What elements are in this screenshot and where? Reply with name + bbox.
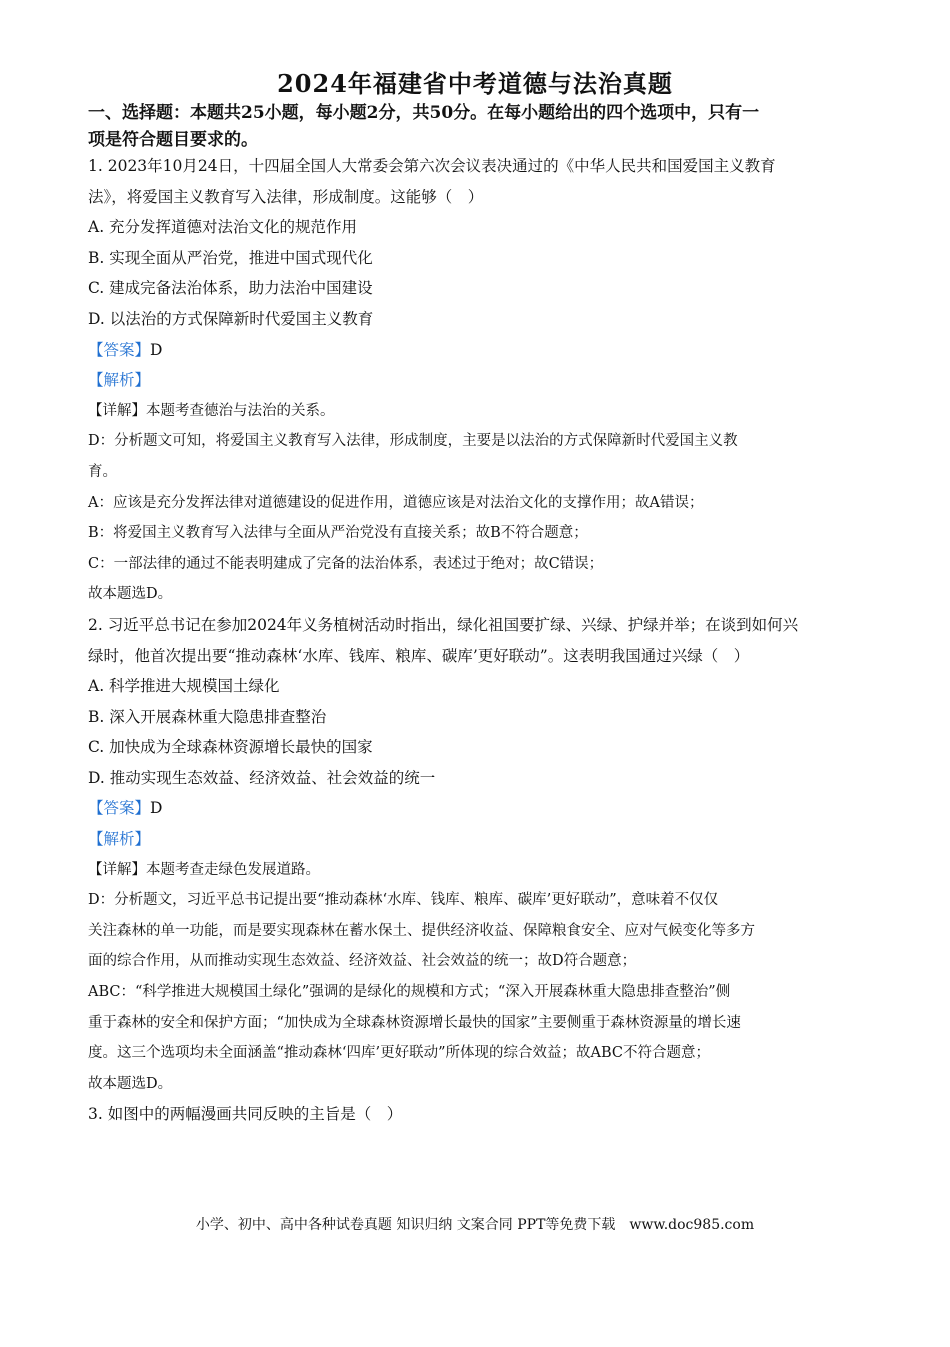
answer-label: 【答案】 — [88, 799, 151, 818]
section-heading — [88, 100, 866, 154]
detail-line: B：将爱国主义教育写入法律与全面从严治党没有直接关系；故B不符合题意； — [88, 525, 588, 542]
question-stem-line: 1. 2023年10月24日，十四届全国人大常委会第六次会议表决通过的《中华人民共和国爱国主义教育 — [88, 157, 776, 175]
detail-line: 【详解】本题考查走绿色发展道路。 — [88, 861, 320, 878]
section-heading-line: 一、选择题：本题共25小题，每小题2分，共50分。在每小题给出的四个选项中，只有一 — [88, 103, 760, 123]
question-stem-line: 法》，将爱国主义教育写入法律，形成制度。这能够（ ） — [88, 187, 484, 206]
detail-line: 故本题选D。 — [88, 1075, 173, 1092]
page-footer: 小学、初中、高中各种试卷真题 知识归纳 文案合同 PPT等免费下载 www.doc985.com — [195, 1217, 755, 1233]
analysis-label: 【解析】 — [88, 371, 151, 390]
option-c: C. 加快成为全球森林资源增长最快的国家 — [88, 738, 373, 757]
option-d: D. 推动实现生态效益、经济效益、社会效益的统一 — [88, 768, 436, 787]
answer-value: D — [150, 799, 163, 818]
option-d: D. 以法治的方式保障新时代爱国主义教育 — [88, 309, 374, 328]
option-a: A. 充分发挥道德对法治文化的规范作用 — [88, 218, 358, 237]
detail-line: 关注森林的单一功能，而是要实现森林在蓄水保土、提供经济收益、保障粮食安全、应对气候变化等多方 — [88, 922, 755, 939]
detail-line: 育。 — [88, 463, 117, 480]
question-list — [88, 151, 866, 1130]
option-c: C. 建成完备法治体系，助力法治中国建设 — [88, 279, 373, 298]
detail-line: D：分析题文可知，将爱国主义教育写入法律，形成制度，主要是以法治的方式保障新时代爱国主义教 — [88, 433, 738, 450]
question-3 — [88, 1099, 866, 1130]
answer-label: 【答案】 — [88, 340, 151, 359]
detail-line: 故本题选D。 — [88, 586, 173, 603]
section-heading-line: 项是符合题目要求的。 — [88, 130, 258, 150]
question-stem-line: 2. 习近平总书记在参加2024年义务植树活动时指出，绿化祖国要扩绿、兴绿、护绿并举；在谈到如何兴 — [88, 615, 799, 634]
option-b: B. 深入开展森林重大隐患排查整治 — [88, 707, 327, 726]
option-a: A. 科学推进大规模国土绿化 — [88, 677, 280, 696]
answer-value: D — [150, 340, 163, 359]
question-1 — [88, 151, 866, 610]
answer-row — [88, 335, 866, 366]
question-stem-line: 3. 如图中的两幅漫画共同反映的主旨是（ ） — [88, 1105, 403, 1124]
detail-line: ABC：“科学推进大规模国土绿化”强调的是绿化的规模和方式；“深入开展森林重大隐患排查整治”侧 — [88, 984, 731, 1001]
answer-row — [88, 793, 866, 824]
detail-line: 【详解】本题考查德治与法治的关系。 — [88, 402, 335, 419]
detail-line: 度。这三个选项均未全面涵盖“推动森林‘四库’更好联动”所体现的综合效益；故ABC不符合题意； — [88, 1045, 711, 1062]
detail-line: C：一部法律的通过不能表明建成了完备的法治体系，表述过于绝对；故C错误； — [88, 555, 604, 572]
page-title: 2024年福建省中考道德与法治真题 — [277, 69, 673, 98]
analysis-label: 【解析】 — [88, 830, 151, 849]
detail-line: D：分析题文，习近平总书记提出要“推动森林‘水库、钱库、粮库、碳库’更好联动”，意味着不仅仅 — [88, 892, 719, 909]
option-b: B. 实现全面从严治党，推进中国式现代化 — [88, 248, 373, 267]
detail-line: 面的综合作用，从而推动实现生态效益、经济效益、社会效益的统一；故D符合题意； — [88, 953, 637, 970]
detail-line: 重于森林的安全和保护方面；“加快成为全球森林资源增长最快的国家”主要侧重于森林资源量的增长速 — [88, 1014, 741, 1031]
question-stem-line: 绿时，他首次提出要“推动森林‘水库、钱库、粮库、碳库’更好联动”。这表明我国通过兴绿（ ） — [88, 646, 750, 665]
detail-line: A：应该是充分发挥法律对道德建设的促进作用，道德应该是对法治文化的支撑作用；故A错误； — [88, 494, 704, 511]
question-2 — [88, 610, 866, 1100]
